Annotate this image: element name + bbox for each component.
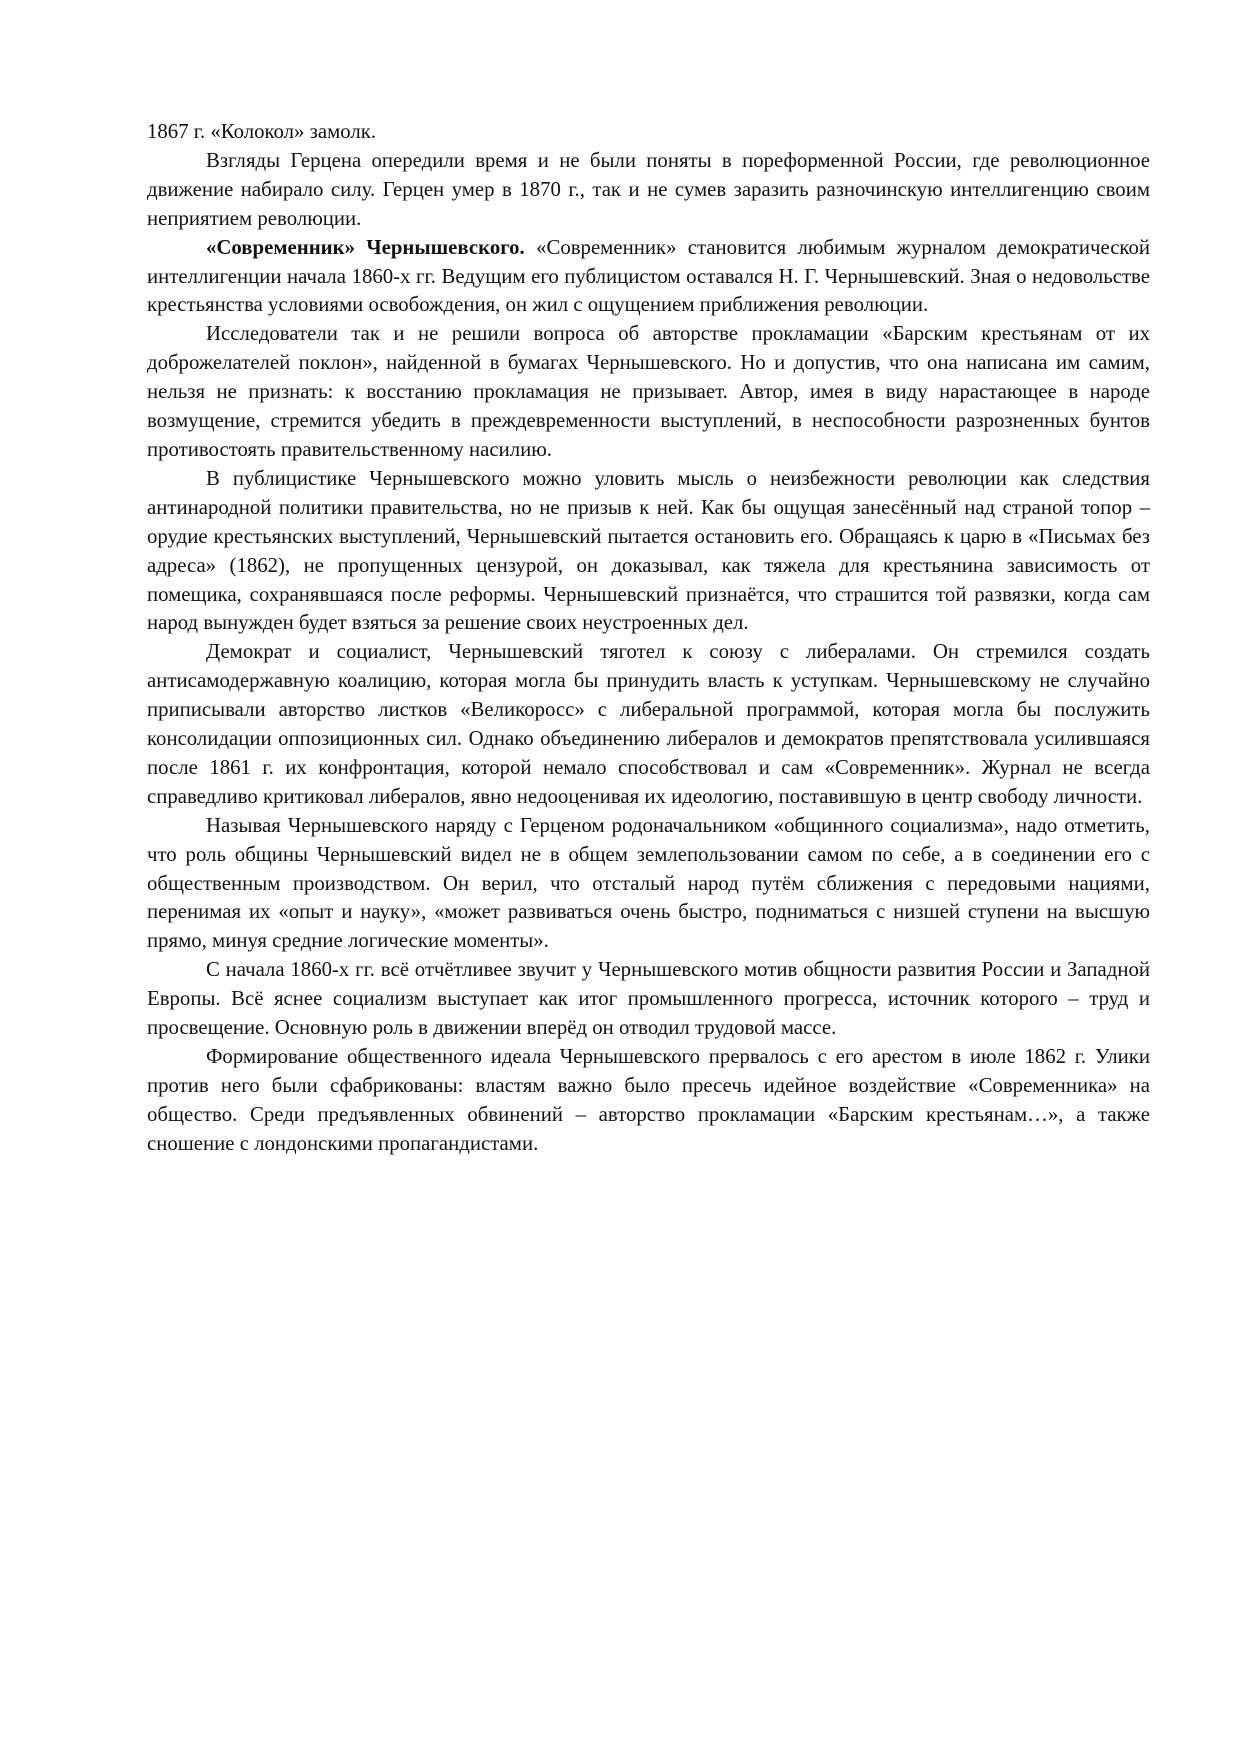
paragraph-text: Формирование общественного идеала Чернышевского прервалось с его арестом в июле 1862 г. Улики против него были сфабрикованы: властям важно было пресечь идейное воздействие «Современника» на общество. Среди предъявленных обвинений – авторство прокламации «Барским крестьянам…», а также сношение с лондонскими пропагандистами.: [147, 1045, 1150, 1155]
paragraph-text: «Современник» становится любимым журналом демократической интеллигенции начала 1860-х гг. Ведущим его публицистом оставался Н. Г. Чернышевский. Зная о недовольстве крестьянства условиями освобождения, он жил с ощущением приближения революции.: [147, 235, 1150, 317]
paragraph-text: Демократ и социалист, Чернышевский тяготел к союзу с либералами. Он стремился создать антисамодержавную коалицию, которая могла бы принудить власть к уступкам. Чернышевскому не случайно приписывали авторство листков «Великоросс» с либеральной программой, которая могла бы послужить консолидации оппозиционных сил. Однако объединению либералов и демократов препятствовала усилившаяся после 1861 г. их конфронтация, которой немало способствовал и сам «Современник». Журнал не всегда справедливо критиковал либералов, явно недооценивая их идеологию, поставившую в центр свободу личности.: [147, 640, 1150, 808]
paragraph-arrest: [147, 1043, 1150, 1159]
paragraph-text: Называя Чернышевского наряду с Герценом родоначальником «общинного социализма», надо отметить, что роль общины Чернышевский видел не в общем землепользовании самом по себе, а в соединении его с общественным производством. Он верил, что отсталый народ путём сближения с передовыми нациями, перенимая их «опыт и науку», «может развиваться очень быстро, подниматься с низшей ступени на высшую прямо, минуя средние логические моменты».: [147, 813, 1150, 953]
section-heading: «Современник» Чернышевского.: [206, 235, 525, 259]
paragraph-publicism: [147, 465, 1150, 638]
paragraph-sovremennik-section: [147, 234, 1150, 321]
paragraph-proclamation: [147, 320, 1150, 465]
paragraph-liberals-union: [147, 638, 1150, 811]
paragraph-text: Взгляды Герцена опередили время и не были поняты в пореформенной России, где революционное движение набирало силу. Герцен умер в 1870 г., так и не сумев заразить разночинскую интеллигенцию своим неприятием революции.: [147, 148, 1150, 230]
paragraph-text: Исследователи так и не решили вопроса об авторстве прокламации «Барским крестьянам от их доброжелателей поклон», найденной в бумагах Чернышевского. Но и допустив, что она написана им самим, нельзя не признать: к восстанию прокламация не призывает. Автор, имея в виду нарастающее в народе возмущение, стремится убедить в преждевременности выступлений, в неспособности разрозненных бунтов противостоять правительственному насилию.: [147, 322, 1150, 461]
paragraph-kolokol-closing: [147, 118, 1150, 147]
document-page: [147, 118, 1150, 1159]
paragraph-herzen-views: [147, 147, 1150, 234]
paragraph-text: В публицистике Чернышевского можно уловить мысль о неизбежности революции как следствия антинародной политики правительства, но не призыв к ней. Как бы ощущая занесённый над страной топор – орудие крестьянских выступлений, Чернышевский пытается остановить его. Обращаясь к царю в «Письмах без адреса» (1862), не пропущенных цензурой, он доказывал, как тяжела для крестьянина зависимость от помещика, сохранявшаяся после реформы. Чернышевский признаётся, что страшится той развязки, когда сам народ вынужден будет взяться за решение своих неустроенных дел.: [147, 466, 1150, 635]
paragraph-communal-socialism: [147, 812, 1150, 957]
paragraph-text: С начала 1860-х гг. всё отчётливее звучит у Чернышевского мотив общности развития России и Западной Европы. Всё яснее социализм выступает как итог промышленного прогресса, источник которого – труд и просвещение. Основную роль в движении вперёд он отводил трудовой массе.: [147, 958, 1150, 1040]
paragraph-russia-europe: [147, 956, 1150, 1043]
paragraph-text: 1867 г. «Колокол» замолк.: [147, 120, 377, 143]
